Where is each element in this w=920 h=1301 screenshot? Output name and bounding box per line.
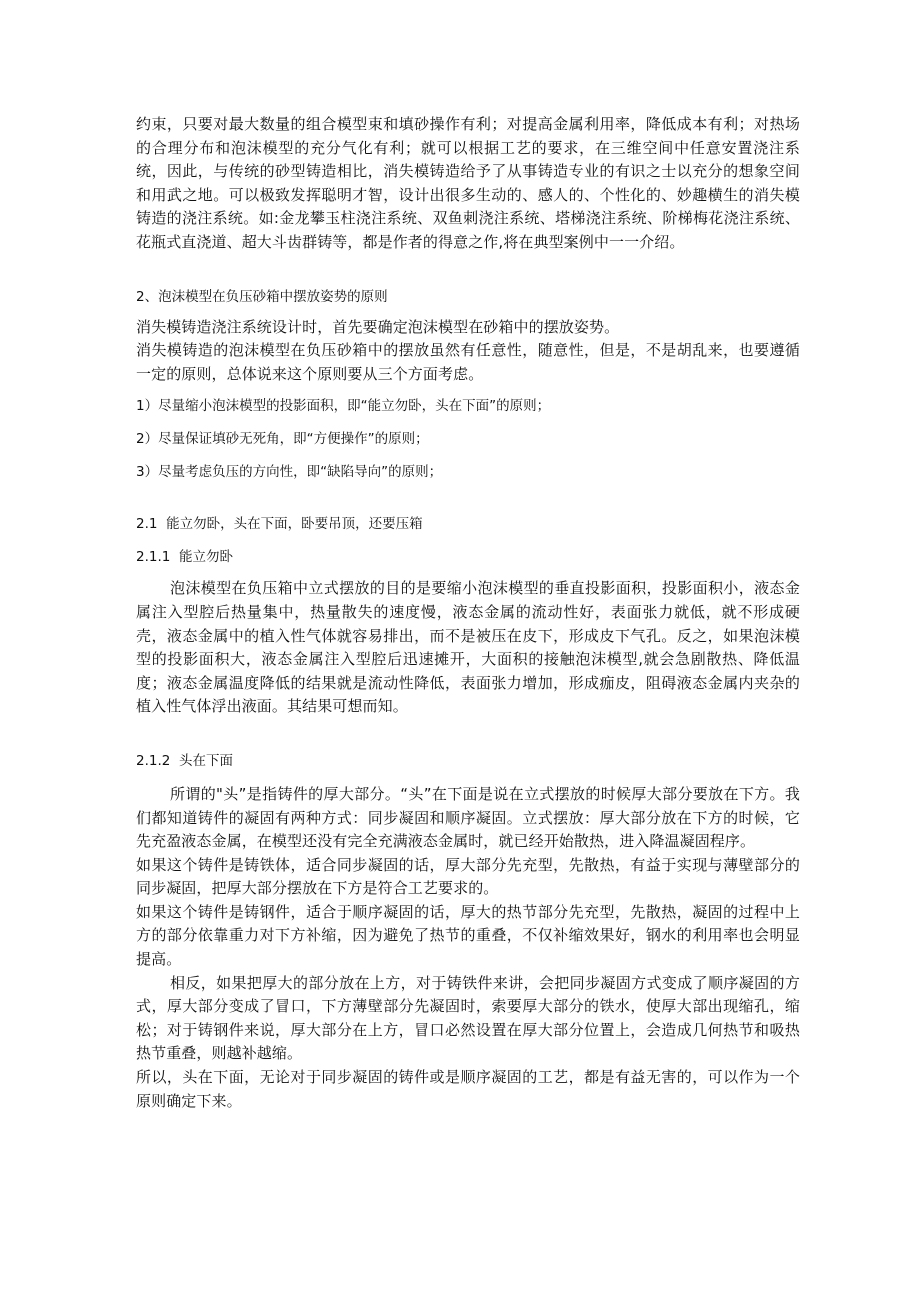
section-number: 2.1 — [136, 516, 158, 533]
section-2-1-1-heading — [136, 546, 800, 568]
section-2-1-heading — [136, 513, 800, 535]
section-2-1-2-paragraph-5: 所以，头在下面，无论对于同步凝固的铸件或是顺序凝固的工艺，都是有益无害的，可以作为一个原则确定下来。 — [136, 1068, 800, 1110]
section-2-paragraph-2: 消失模铸造的泡沫模型在负压砂箱中的摆放虽然有任意性，随意性，但是，不是胡乱来，也要遵循一定的原则，总体说来这个原则要从三个方面考虑。 — [136, 341, 800, 383]
section-2-1-2-paragraph-3: 如果这个铸件是铸钢件，适合于顺序凝固的话，厚大的热节部分先充型，先散热，凝固的过程中上方的部分依靠重力对下方补缩，因为避免了热节的重叠，不仅补缩效果好，钢水的利用率也会明显提高。 — [136, 902, 800, 969]
section-number: 2.1.1 — [136, 549, 171, 566]
section-2-1-1-paragraph: 泡沫模型在负压箱中立式摆放的目的是要缩小泡沫模型的垂直投影面积，投影面积小，液态金属注入型腔后热量集中，热量散失的速度慢，液态金属的流动性好，表面张力就低，就不形成硬壳，液态金属中的植入性气体就容易排出，而不是被压在皮下，形成皮下气孔。反之，如果泡沫模型的投影面积大，液态金属注入型腔后迅速摊开，大面积的接触泡沫模型,就会急剧散热、降低温度；液态金属温度降低的结果就是流动性降低，表面张力增加，形成痂皮，阻碍液态金属内夹杂的植入性气体浮出液面。其结果可想而知。 — [136, 579, 800, 716]
section-2-1-2-paragraph-2: 如果这个铸件是铸铁体，适合同步凝固的话，厚大部分先充型，先散热，有益于实现与薄壁部分的同步凝固，把厚大部分摆放在下方是符合工艺要求的。 — [136, 855, 800, 898]
section-title: 头在下面 — [178, 752, 233, 769]
section-2-1-2-paragraph-4: 相反，如果把厚大的部分放在上方，对于铸铁件来讲，会把同步凝固方式变成了顺序凝固的方式，厚大部分变成了冒口，下方薄壁部分先凝固时，索要厚大部分的铁水，使厚大部出现缩孔，缩松；对于铸钢件来说，厚大部分在上方，冒口必然设置在厚大部分位置上，会造成几何热节和吸热热节重叠，则越补越缩。 — [136, 973, 800, 1063]
section-number: 2.1.2 — [136, 752, 171, 769]
section-2-1-2-paragraph-1: 所谓的"头”是指铸件的厚大部分。“头”在下面是说在立式摆放的时候厚大部分要放在下方。我们都知道铸件的凝固有两种方式：同步凝固和顺序凝固。立式摆放：厚大部分放在下方的时候，它先充盈液态金属，在模型还没有完全充满液态金属时，就已经开始散热，进入降温凝固程序。 — [136, 784, 800, 851]
intro-paragraph: 约束，只要对最大数量的组合模型束和填砂操作有利；对提高金属利用率，降低成本有利；对热场的合理分布和泡沫模型的充分气化有利；就可以根据工艺的要求，在三维空间中任意安置浇注系统，因此，与传统的砂型铸造相比，消失模铸造给予了从事铸造专业的有识之士以充分的想象空间和用武之地。可以极致发挥聪明才智，设计出很多生动的、感人的、个性化的、妙趣横生的消失模铸造的浇注系统。如:金龙攀玉柱浇注系统、双鱼刺浇注系统、塔梯浇注系统、阶梯梅花浇注系统、花瓶式直浇道、超大斗齿群铸等，都是作者的得意之作,将在典型案例中一一介绍。 — [136, 115, 800, 251]
principle-item-1: 1）尽量缩小泡沫模型的投影面积，即“能立勿卧，头在下面”的原则； — [136, 398, 551, 415]
section-title: 能立勿卧 — [178, 549, 233, 566]
principle-item-2: 2）尽量保证填砂无死角，即“方便操作”的原则； — [136, 431, 429, 448]
section-title: 能立勿卧，头在下面，卧要吊顶，还要压箱 — [166, 516, 423, 533]
principle-item-3: 3）尽量考虑负压的方向性，即“缺陷导向”的原则； — [136, 464, 443, 481]
section-2-1-2-heading — [136, 750, 800, 772]
section-2-paragraph-1: 消失模铸造浇注系统设计时，首先要确定泡沫模型在砂箱中的摆放姿势。 — [136, 317, 620, 336]
section-2-heading: 2、泡沫模型在负压砂箱中摆放姿势的原则 — [136, 288, 388, 305]
